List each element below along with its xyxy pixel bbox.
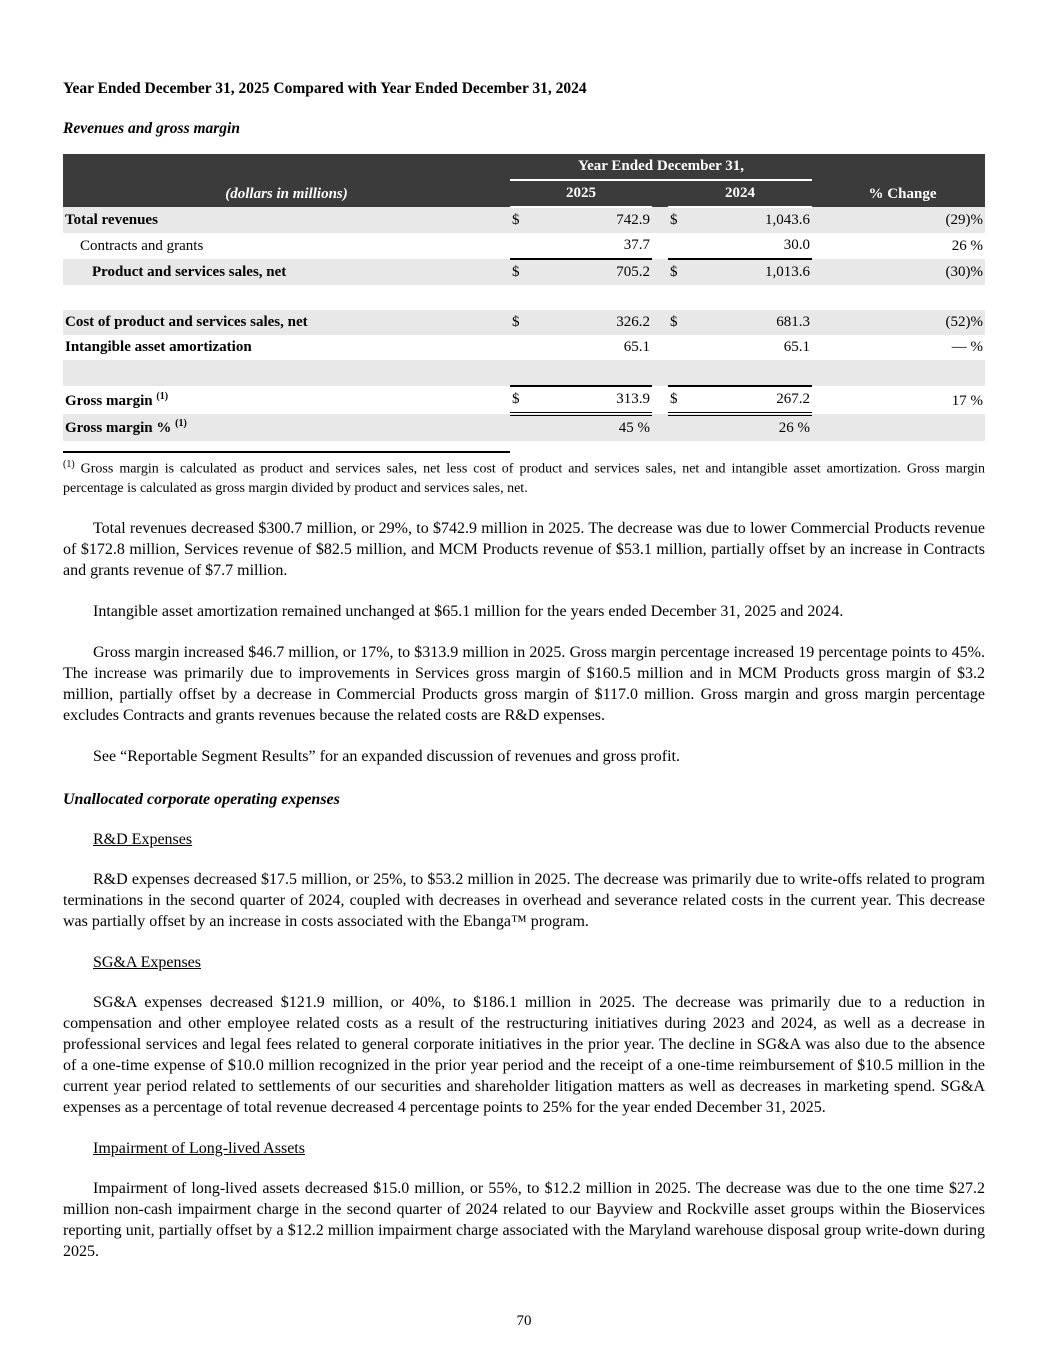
currency-cell: $: [510, 386, 534, 414]
gap-cell: [652, 259, 668, 285]
gap-cell: [812, 207, 820, 233]
page-number: 70: [516, 1313, 532, 1329]
gap-cell: [812, 310, 820, 335]
value-2025-cell: 326.2: [534, 310, 652, 335]
gap-cell: [812, 233, 820, 259]
gap-cell: [652, 386, 668, 414]
table-row-gross-margin-pct: [63, 414, 985, 441]
gap-cell: [652, 233, 668, 259]
currency-cell: [668, 335, 692, 360]
value-2025-cell: 65.1: [623, 339, 650, 355]
currency-cell: $: [668, 310, 692, 335]
table-row-total-revenues: [63, 207, 985, 233]
value-2025-cell: 45 %: [534, 414, 652, 441]
currency-cell: $: [510, 310, 534, 335]
table-row-intangible-amortization: [63, 335, 985, 360]
paragraph-see-reportable-segments: See “Reportable Segment Results” for an expanded discussion of revenues and gross profit.: [93, 747, 680, 765]
header-gap-cell: [812, 180, 820, 207]
currency-cell: [510, 335, 534, 360]
subheading-sga-expenses: SG&A Expenses: [93, 953, 201, 971]
value-2024-cell: 267.2: [692, 386, 812, 414]
header-dollars-in-millions: (dollars in millions): [63, 180, 510, 207]
row-label: Cost of product and services sales, net: [63, 310, 510, 335]
gap-cell: [652, 335, 668, 360]
table-header-columns-row: [63, 180, 985, 207]
row-label: Gross margin % $^{(1)}$: [63, 414, 510, 441]
value-2024-cell: 30.0: [692, 233, 812, 259]
currency-cell: [668, 414, 692, 441]
table-row-blank: [63, 285, 985, 310]
footnote-ref: (1): [175, 418, 187, 429]
header-col-change: % Change: [820, 180, 985, 207]
section-heading-unallocated: Unallocated corporate operating expenses: [63, 790, 340, 808]
row-label: Contracts and grants: [80, 238, 204, 254]
currency-cell: [510, 414, 534, 441]
footnote-separator: [63, 451, 510, 453]
paragraph-gross-margin: Gross margin increased $46.7 million, or 17%, to $313.9 million in 2025. Gross margin percentage increased 19 percentage points to 45%. The increase was primarily due to improvements in Services gross margin of $160.5 million and in MCM Products gross margin of $3.2 million, partially offset by a decrease in Commercial Products gross margin of $117.0 million. Gross margin and gross margin percentage excludes Contracts and grants revenues because the related costs are R&D expenses.: [63, 643, 985, 724]
header-gap-cell: [652, 180, 668, 207]
gap-cell: [652, 207, 668, 233]
revenues-gross-margin-table: [63, 154, 985, 441]
row-label: Total revenues: [63, 207, 510, 233]
table-row-blank: [63, 360, 985, 386]
gap-cell: [812, 386, 820, 414]
table-header-span-row: [63, 154, 985, 180]
section-heading-revenues: Revenues and gross margin: [63, 120, 240, 137]
table-row-contracts-grants: [63, 233, 985, 259]
header-col-2024: 2024: [668, 180, 812, 207]
currency-cell: [510, 233, 534, 259]
value-2025-cell: 742.9: [534, 207, 652, 233]
paragraph-intangible-amortization: Intangible asset amortization remained unchanged at $65.1 million for the years ended December 31, 2025 and 2024.: [93, 602, 844, 620]
currency-cell: $: [668, 386, 692, 414]
change-cell: — %: [951, 339, 984, 355]
row-label: Intangible asset amortization: [65, 339, 252, 355]
currency-cell: $: [510, 207, 534, 233]
footnote-marker: (1): [63, 459, 75, 470]
value-2024-cell: 65.1: [783, 339, 811, 355]
value-2024-cell: 1,043.6: [692, 207, 812, 233]
currency-cell: $: [668, 259, 692, 285]
currency-cell: $: [510, 259, 534, 285]
footnote-ref: (1): [156, 391, 169, 402]
blank-cell: [63, 285, 985, 310]
change-cell: 17 %: [951, 393, 984, 409]
table-row-gross-margin: [63, 386, 985, 414]
paragraph-impairment: Impairment of long-lived assets decreased $15.0 million, or 55%, to $12.2 million in 2025. The decrease was due to the one time $27.2 million non-cash impairment charge in the second quarter of 2024 related to our Bayview and Rockville asset groups within the Bioservices reporting unit, partially offset by a $12.2 million impairment charge associated with the Maryland warehouse disposal group write-down during 2025.: [63, 1179, 985, 1260]
paragraph-total-revenues: Total revenues decreased $300.7 million, or 29%, to $742.9 million in 2025. The decrease was due to lower Commercial Products revenue of $172.8 million, Services revenue of $82.5 million, and MCM Products revenue of $53.1 million, partially offset by an increase in Contracts and grants revenue of $7.7 million.: [63, 519, 985, 579]
value-2024-cell: 681.3: [692, 310, 812, 335]
table-footnote: $^{(1)}$ Gross margin is calculated as product and services sales, net less cost of product and services sales, net and intangible asset amortization. Gross margin percentage is calculated as gross margin divided by product and services sales, net.: [63, 459, 985, 496]
row-label: Gross margin $^{(1)}$: [65, 391, 169, 409]
page-title: Year Ended December 31, 2025 Compared with Year Ended December 31, 2024: [63, 80, 587, 97]
header-gap-cell: [812, 154, 820, 180]
subheading-impairment: Impairment of Long-lived Assets: [93, 1139, 305, 1157]
row-label: Product and services sales, net: [63, 259, 510, 285]
change-cell: (52)%: [820, 310, 985, 335]
header-year-ended: Year Ended December 31,: [510, 154, 812, 180]
table-row-product-services-sales: [63, 259, 985, 285]
header-empty-cell: [63, 154, 510, 180]
value-2025-cell: 313.9: [534, 386, 652, 414]
subheading-rd-expenses: R&D Expenses: [93, 830, 193, 848]
value-2025-cell: 37.7: [534, 233, 652, 259]
blank-cell: [63, 360, 985, 386]
change-cell: (29)%: [820, 207, 985, 233]
value-2025-cell: 705.2: [534, 259, 652, 285]
gap-cell: [812, 414, 820, 441]
gap-cell: [652, 310, 668, 335]
change-cell: 26 %: [951, 238, 984, 254]
gap-cell: [812, 335, 820, 360]
value-2024-cell: 1,013.6: [692, 259, 812, 285]
currency-cell: [668, 233, 692, 259]
header-col-2025: 2025: [510, 180, 652, 207]
change-cell: [820, 414, 985, 441]
paragraph-rd-expenses: R&D expenses decreased $17.5 million, or 25%, to $53.2 million in 2025. The decrease was primarily due to write-offs related to program terminations in the second quarter of 2024, coupled with decreases in overhead and severance related costs in the current year. This decrease was partially offset by an increase in costs associated with the Ebanga™ program.: [63, 870, 985, 930]
value-2024-cell: 26 %: [692, 414, 812, 441]
header-empty-cell: [820, 154, 985, 180]
change-cell: (30)%: [820, 259, 985, 285]
currency-cell: $: [668, 207, 692, 233]
gap-cell: [652, 414, 668, 441]
gap-cell: [812, 259, 820, 285]
table-row-cost-of-sales: [63, 310, 985, 335]
paragraph-sga-expenses: SG&A expenses decreased $121.9 million, or 40%, to $186.1 million in 2025. The decrease was primarily due to a reduction in compensation and other employee related costs as a result of the restructuring initiatives during 2023 and 2024, as well as a decrease in professional services and legal fees related to general corporate initiatives in the prior year. The decline in SG&A was also due to the absence of a one-time expense of $10.0 million recognized in the prior year period and the receipt of a one-time reimbursement of $10.5 million in the current year period related to settlements of our securities and shareholder litigation matters as well as decreases in marketing spend. SG&A expenses as a percentage of total revenue decreased 4 percentage points to 25% for the year ended December 31, 2025.: [63, 993, 985, 1116]
